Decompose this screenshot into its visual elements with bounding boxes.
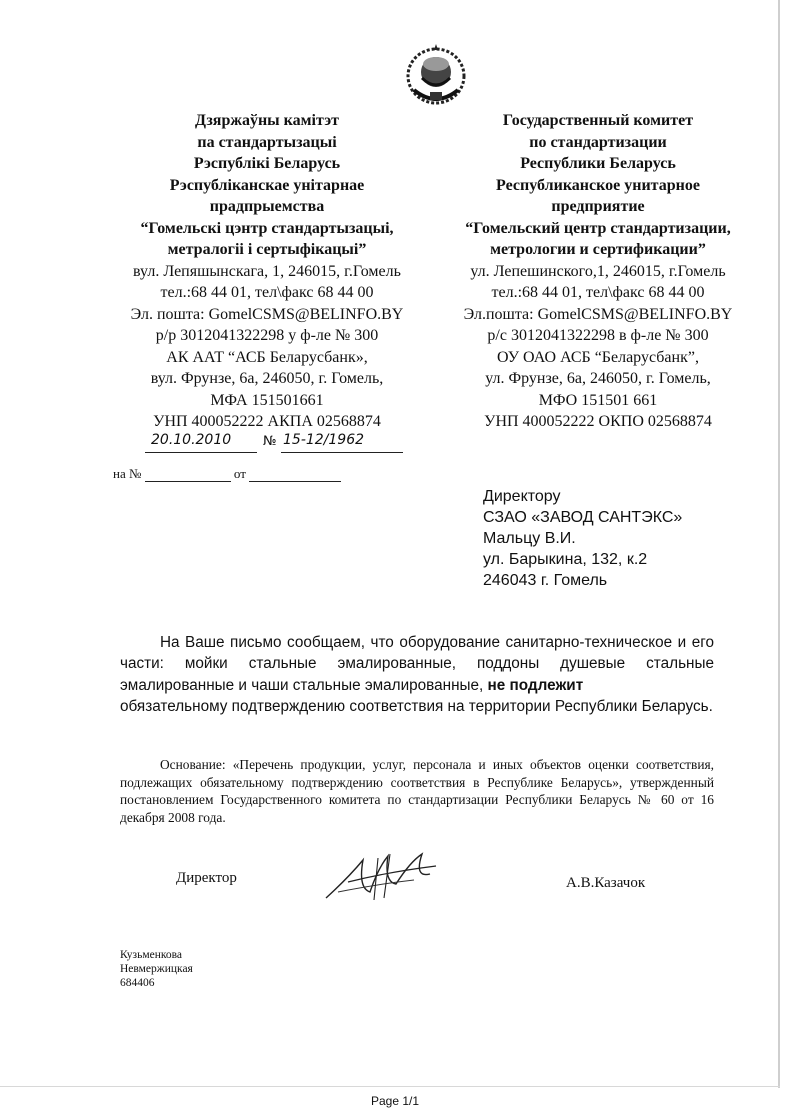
detail-line: АК ААТ “АСБ Беларусбанк», <box>166 348 368 366</box>
org-line: Дзяржаўны камітэт <box>194 112 340 129</box>
page-edge <box>778 0 780 1088</box>
detail-line: ОУ ОАО АСБ “Беларусбанк”, <box>497 348 699 366</box>
body-text-bold: не подлежит <box>487 676 584 694</box>
org-line: Рэспублікі Беларусь <box>193 155 341 172</box>
handwritten-signature <box>318 848 448 908</box>
number-underline <box>281 452 403 453</box>
body-text-start: На Ваше письмо сообщаем, что оборудование санитарно-техническое и его части: мойки стальные эмалированные, поддоны душевые стальные эмалированные и чаши стальные эмалированные, <box>120 634 714 694</box>
addressee-line: Директору <box>483 488 561 505</box>
number-label: № <box>263 434 277 449</box>
org-line: “Гомельскі цэнтр стандартызацыі, <box>140 219 394 237</box>
addressee-line: СЗАО «ЗАВОД САНТЭКС» <box>483 509 683 526</box>
org-line: прадпрыемства <box>209 198 325 215</box>
ref-date-blank <box>249 481 341 482</box>
executor-line: Кузьменкова <box>120 949 183 961</box>
registration-line <box>145 430 395 456</box>
org-line: Республиканское унитарное <box>496 176 700 194</box>
detail-line: вул. Фрунзе, 6а, 246050, г. Гомель, <box>150 370 384 387</box>
addressee-block <box>483 486 682 591</box>
page-edge-bottom <box>0 1086 780 1087</box>
org-line: Республики Беларусь <box>520 155 676 172</box>
ref-number-blank <box>145 481 231 482</box>
reference-line <box>113 466 341 482</box>
org-line: предприятие <box>551 198 645 215</box>
basis-paragraph: Основание: «Перечень продукции, услуг, персонала и иных объектов оценки соответствия, подлежащих обязательному подтверждению соответствия в Республике Беларусь», утвержденный постановлением Государственного комитета по стандартизации Республики Беларусь № 60 от 16 декабря 2008 года. <box>120 757 714 825</box>
belarus-emblem-icon <box>400 38 472 110</box>
registration-date: 20.10.2010 <box>151 432 232 448</box>
ref-date-label: от <box>233 466 246 481</box>
org-line: метрологии и сертификации” <box>490 241 706 258</box>
detail-line: ул. Фрунзе, 6а, 246050, г. Гомель, <box>485 370 711 387</box>
signatory-name: А.В.Казачок <box>566 875 646 891</box>
header-russian <box>438 110 758 433</box>
executor-line: Невмержицкая <box>120 963 193 975</box>
addressee-line: ул. Барыкина, 132, к.2 <box>483 551 648 568</box>
detail-line: Эл. пошта: GomelCSMS@BELINFO.BY <box>130 305 404 323</box>
detail-line: р/р 3012041322298 у ф-ле № 300 <box>155 327 379 344</box>
addressee-line: Мальцу В.И. <box>483 530 576 547</box>
letter-body <box>120 632 714 717</box>
detail-line: вул. Лепяшынскага, 1, 246015, г.Гомель <box>133 262 401 280</box>
addressee-line: 246043 г. Гомель <box>483 572 608 589</box>
org-line: по стандартизации <box>529 133 667 151</box>
date-underline <box>145 452 257 453</box>
body-text-end: обязательному подтверждению соответствия на территории Республики Беларусь. <box>120 697 713 715</box>
registration-number: 15-12/1962 <box>283 432 365 448</box>
detail-line: УНП 400052222 АКПА 02568874 <box>153 413 381 430</box>
detail-line: Эл.пошта: GomelCSMS@BELINFO.BY <box>463 305 733 323</box>
executor-phone: 684406 <box>120 977 155 989</box>
detail-line: УНП 400052222 ОКПО 02568874 <box>484 413 712 430</box>
detail-line: МФО 151501 661 <box>538 391 658 409</box>
detail-line: тел.:68 44 01, тел\факс 68 44 00 <box>160 284 374 301</box>
ref-number-label: на № <box>113 466 142 481</box>
signatory-title: Директор <box>176 870 237 886</box>
body-paragraph <box>120 632 714 717</box>
org-line: Рэспубліканскае унітарнае <box>169 176 365 194</box>
org-line: па стандартызацыі <box>197 133 337 151</box>
detail-line: МФА 151501661 <box>210 391 324 409</box>
detail-line: тел.:68 44 01, тел\факс 68 44 00 <box>491 284 705 301</box>
org-line: метралогіі і сертыфікацыі” <box>167 241 367 258</box>
executors-block <box>120 948 193 990</box>
detail-line: ул. Лепешинского,1, 246015, г.Гомель <box>470 262 726 280</box>
org-line: Государственный комитет <box>502 112 694 129</box>
org-line: “Гомельский центр стандартизации, <box>465 219 731 237</box>
detail-line: р/с 3012041322298 в ф-ле № 300 <box>487 327 709 344</box>
header-belarusian <box>92 110 442 433</box>
page-footer: Page 1/1 <box>370 1094 420 1108</box>
